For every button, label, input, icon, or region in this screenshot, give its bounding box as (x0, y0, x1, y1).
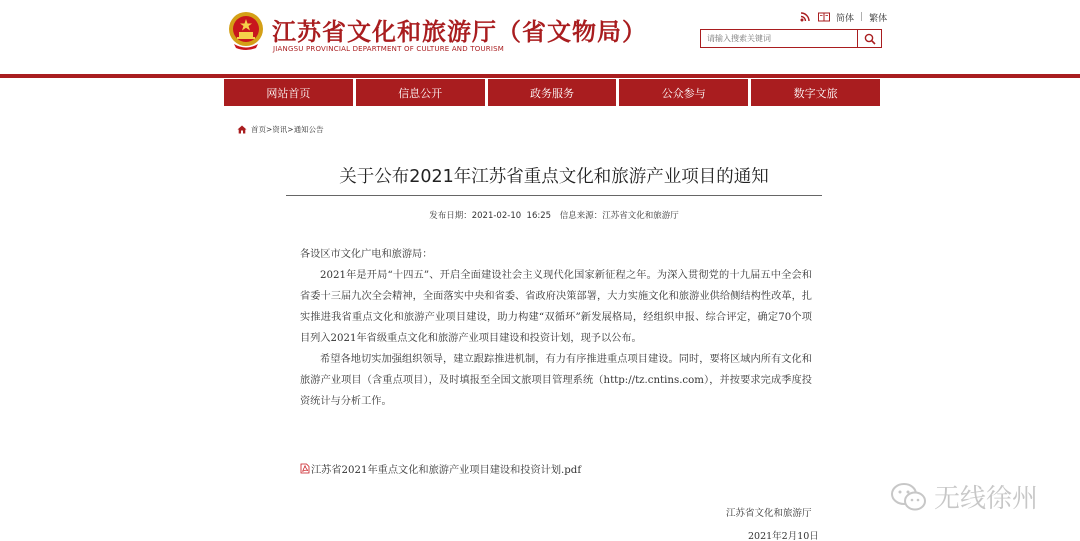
breadcrumb-path[interactable]: 首页>资讯>通知公告 (251, 125, 324, 134)
main-nav (224, 79, 880, 106)
signature-date: 2021年2月10日 (748, 531, 819, 541)
nav-item-public-participation[interactable]: 公众参与 (619, 79, 748, 106)
search-icon (864, 33, 876, 45)
paragraph-1: 2021年是开局“十四五”、开启全面建设社会主义现代化国家新征程之年。为深入贯彻党的十九届五中全会和省委十三届九次全会精神，全面落实中央和省委、省政府决策部署，大力实施文化和旅游业供给侧结构性改革，扎实推进我省重点文化和旅游产业项目建设，助力构建“双循环”新发展格局，经组织申报、综合评定，确定70个项目列入2021年省级重点文化和旅游产业项目建设和投资计划，现予以公布。 (300, 270, 812, 344)
signature-org: 江苏省文化和旅游厅 (726, 508, 812, 519)
paragraph-2: 希望各地切实加强组织领导，建立跟踪推进机制，有力有序推进重点项目建设。同时，要将区域内所有文化和旅游产业项目（含重点项目），及时填报至全国文旅项目管理系统（http://tz.cntins.com），并按要求完成季度投资统计与分析工作。 (300, 354, 812, 407)
watermark-text: 无线徐州 (934, 484, 1039, 514)
title-divider (286, 195, 822, 196)
pdf-icon (300, 463, 310, 474)
source-label: 信息来源： (559, 211, 603, 221)
header-divider-bar (0, 74, 1080, 78)
publish-date: 2021-02-10 16:25 (471, 211, 552, 221)
lang-separator: | (860, 12, 864, 22)
wechat-icon (890, 481, 928, 513)
search-input[interactable] (701, 30, 857, 47)
nav-item-digital-tourism[interactable]: 数字文旅 (751, 79, 880, 106)
article-title: 关于公布2021年江苏省重点文化和旅游产业项目的通知 (339, 167, 769, 187)
search-box (700, 29, 882, 48)
source-value: 江苏省文化和旅游厅 (602, 211, 679, 221)
watermark (890, 478, 1038, 515)
article-body (300, 244, 812, 412)
site-subtitle: JIANGSU PROVINCIAL DEPARTMENT OF CULTURE AND TOURISM (273, 45, 504, 53)
search-button[interactable] (857, 30, 881, 47)
nav-item-home[interactable]: 网站首页 (224, 79, 353, 106)
top-links (800, 10, 887, 24)
national-emblem-icon[interactable] (226, 10, 266, 52)
publish-date-label: 发布日期： (429, 211, 472, 221)
home-icon (237, 125, 247, 134)
attachment-filename[interactable]: 江苏省2021年重点文化和旅游产业项目建设和投资计划.pdf (311, 465, 582, 476)
breadcrumb (237, 124, 324, 135)
salutation: 各设区市文化广电和旅游局： (300, 249, 433, 260)
nav-item-info-disclosure[interactable]: 信息公开 (356, 79, 485, 106)
nav-item-gov-services[interactable]: 政务服务 (488, 79, 617, 106)
lang-traditional-link[interactable]: 繁体 (869, 13, 888, 24)
article-meta (286, 209, 822, 221)
rss-icon[interactable] (800, 12, 812, 22)
lang-simplified-link[interactable]: 简体 (836, 13, 855, 24)
site-header (0, 0, 1080, 76)
attachment-link[interactable] (300, 461, 581, 476)
accessibility-book-icon[interactable] (818, 12, 830, 22)
site-title[interactable]: 江苏省文化和旅游厅（省文物局） (272, 18, 647, 46)
